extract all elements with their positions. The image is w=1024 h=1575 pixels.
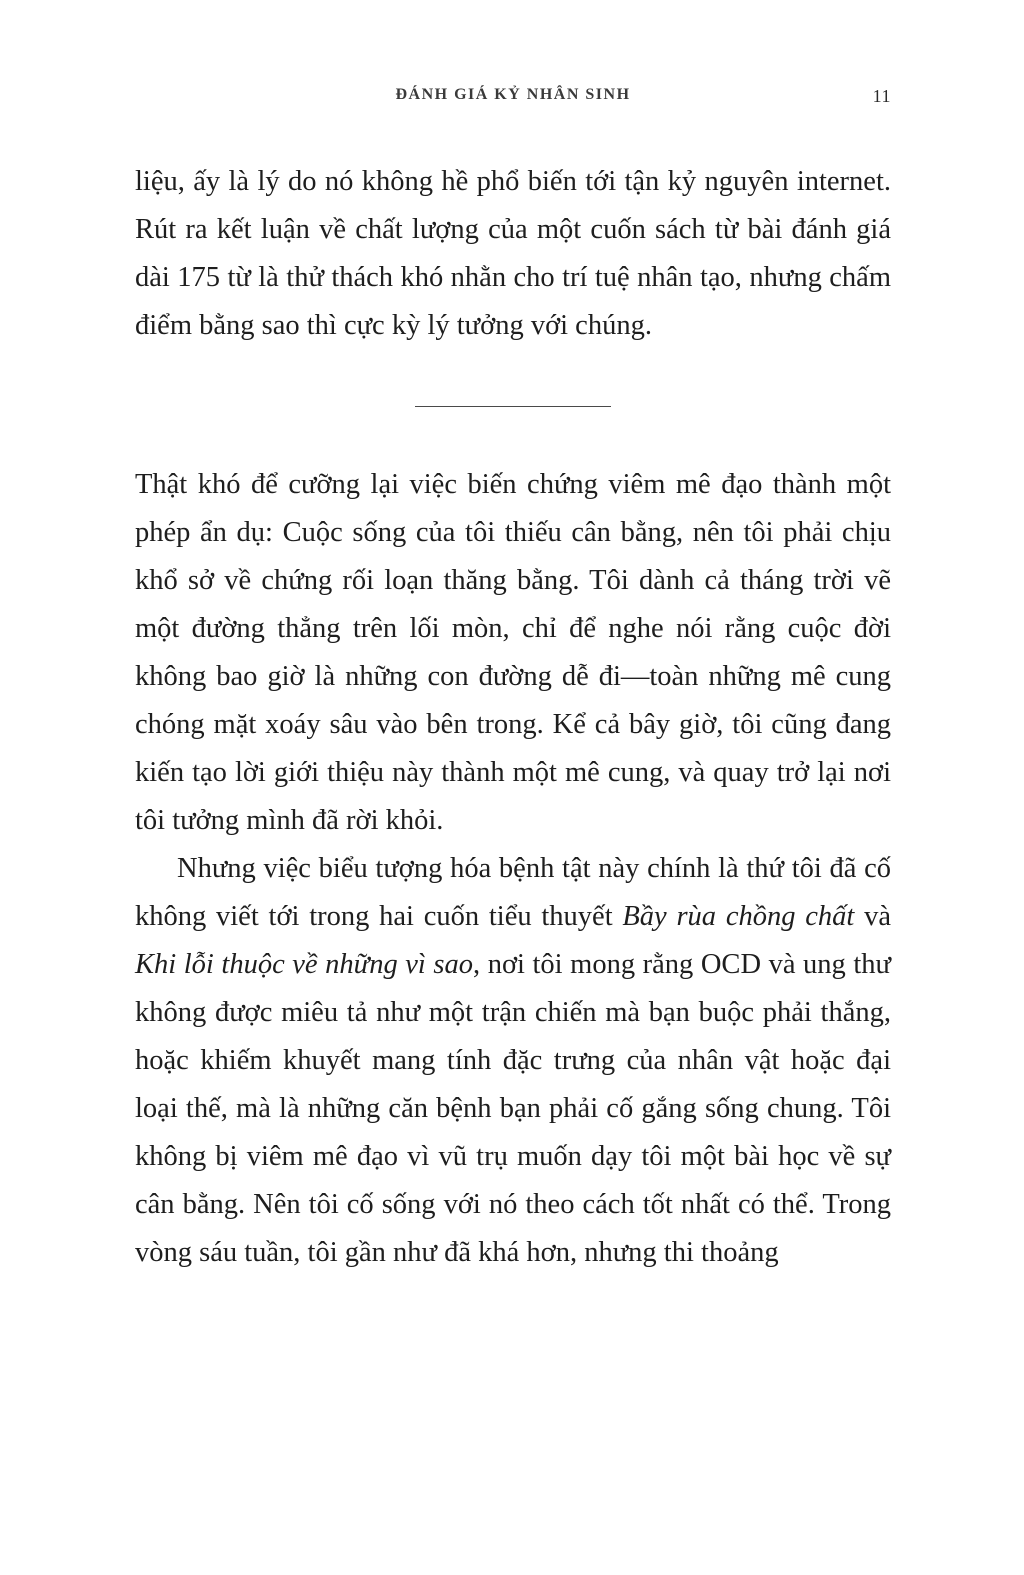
paragraph-3-segment: và — [854, 901, 891, 932]
book-title-italic: Khi lỗi thuộc về những vì sao — [135, 949, 473, 980]
text-column — [135, 0, 891, 1277]
paragraph-3 — [135, 845, 891, 1277]
body-text — [135, 158, 891, 1277]
book-title-italic: Bầy rùa chồng chất — [622, 901, 855, 932]
section-divider — [415, 406, 611, 407]
paragraph-3-segment: Nhưng việc biểu tượng hóa bệnh tật này chính là thứ tôi đã cố không viết tới trong hai cuốn tiểu thuyết — [135, 853, 891, 932]
running-header — [135, 86, 891, 110]
paragraph-2: Thật khó để cưỡng lại việc biến chứng viêm mê đạo thành một phép ẩn dụ: Cuộc sống của tôi thiếu cân bằng, nên tôi phải chịu khổ sở về chứng rối loạn thăng bằng. Tôi dành cả tháng trời vẽ một đường thẳng trên lối mòn, chỉ để nghe nói rằng cuộc đời không bao giờ là những con đường dễ đi—toàn những mê cung chóng mặt xoáy sâu vào bên trong. Kể cả bây giờ, tôi cũng đang kiến tạo lời giới thiệu này thành một mê cung, và quay trở lại nơi tôi tưởng mình đã rời khỏi. — [135, 469, 891, 836]
page-number: 11 — [872, 86, 891, 106]
running-header-title: ĐÁNH GIÁ KỶ NHÂN SINH — [395, 86, 631, 103]
paragraph-3-segment: , nơi tôi mong rằng OCD và ung thư không được miêu tả như một trận chiến mà bạn buộc phải thắng, hoặc khiếm khuyết mang tính đặc trưng của nhân vật hoặc đại loại thế, mà là những căn bệnh bạn phải cố gắng sống chung. Tôi không bị viêm mê đạo vì vũ trụ muốn dạy tôi một bài học về sự cân bằng. Nên tôi cố sống với nó theo cách tốt nhất có thể. Trong vòng sáu tuần, tôi gần như đã khá hơn, nhưng thi thoảng — [135, 949, 891, 1268]
paragraph-1: liệu, ấy là lý do nó không hề phổ biến tới tận kỷ nguyên internet. Rút ra kết luận về chất lượng của một cuốn sách từ bài đánh giá dài 175 từ là thử thách khó nhằn cho trí tuệ nhân tạo, nhưng chấm điểm bằng sao thì cực kỳ lý tưởng với chúng. — [135, 166, 891, 341]
